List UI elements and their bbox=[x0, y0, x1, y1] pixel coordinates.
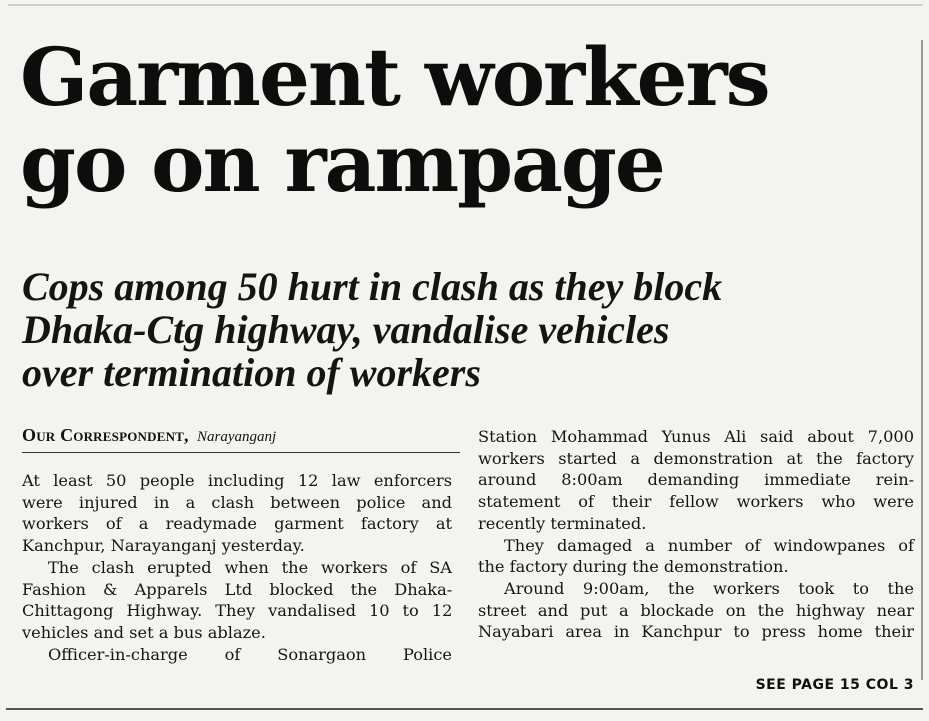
top-rule bbox=[8, 4, 923, 6]
headline bbox=[20, 30, 920, 210]
paragraph bbox=[478, 535, 914, 578]
text-line: street and put a blockade on the highway near bbox=[478, 600, 914, 620]
text-line: Nayabari area in Kanchpur to press home their bbox=[478, 622, 915, 642]
text-line: workers of a readymade garment factory at bbox=[22, 514, 453, 534]
paragraph bbox=[22, 644, 452, 666]
text-line: The clash erupted when the workers of SA bbox=[48, 557, 452, 577]
text-line: Kanchpur, Narayanganj yesterday. bbox=[22, 536, 305, 556]
text-line: recently terminated. bbox=[478, 513, 647, 533]
headline-line: Garment workers bbox=[20, 30, 769, 124]
byline-divider bbox=[22, 452, 460, 453]
text-line: They damaged a number of windowpanes of bbox=[504, 535, 914, 555]
right-column-rule bbox=[921, 40, 923, 680]
bottom-rule bbox=[6, 708, 923, 710]
text-line: around 8:00am demanding immediate rein- bbox=[478, 470, 915, 490]
paragraph bbox=[478, 426, 914, 535]
byline-name: Our Correspondent, bbox=[22, 425, 189, 445]
continuation-note: SEE PAGE 15 COL 3 bbox=[755, 677, 914, 693]
subheadline bbox=[22, 265, 917, 394]
subhead-line: over termination of workers bbox=[22, 350, 481, 395]
text-line: At least 50 people including 12 law enforcers bbox=[22, 471, 452, 490]
text-line: Station Mohammad Yunus Ali said about 7,000 bbox=[478, 427, 914, 446]
text-line: vehicles and set a bus ablaze. bbox=[22, 622, 266, 642]
article-column-1 bbox=[22, 470, 452, 665]
text-line: were injured in a clash between police and bbox=[22, 492, 452, 512]
text-line: statement of their fellow workers who were bbox=[478, 492, 914, 512]
paragraph bbox=[22, 470, 452, 557]
text-line: Officer-in-charge of Sonargaon Police bbox=[48, 644, 452, 664]
text-line: Fashion & Apparels Ltd blocked the Dhaka- bbox=[22, 579, 453, 599]
byline bbox=[22, 425, 462, 446]
byline-place: Narayanganj bbox=[196, 429, 277, 445]
paragraph bbox=[22, 557, 452, 644]
subhead-line: Cops among 50 hurt in clash as they block bbox=[22, 264, 723, 309]
text-line: the factory during the demonstration. bbox=[478, 557, 789, 577]
article-column-2 bbox=[478, 426, 914, 643]
text-line: Chittagong Highway. They vandalised 10 to 12 bbox=[22, 601, 453, 621]
text-line: workers started a demonstration at the factory bbox=[478, 448, 914, 468]
subhead-line: Dhaka-Ctg highway, vandalise vehicles bbox=[22, 307, 670, 352]
headline-line: go on rampage bbox=[20, 116, 664, 210]
paragraph bbox=[478, 578, 914, 643]
text-line: Around 9:00am, the workers took to the bbox=[504, 578, 914, 598]
